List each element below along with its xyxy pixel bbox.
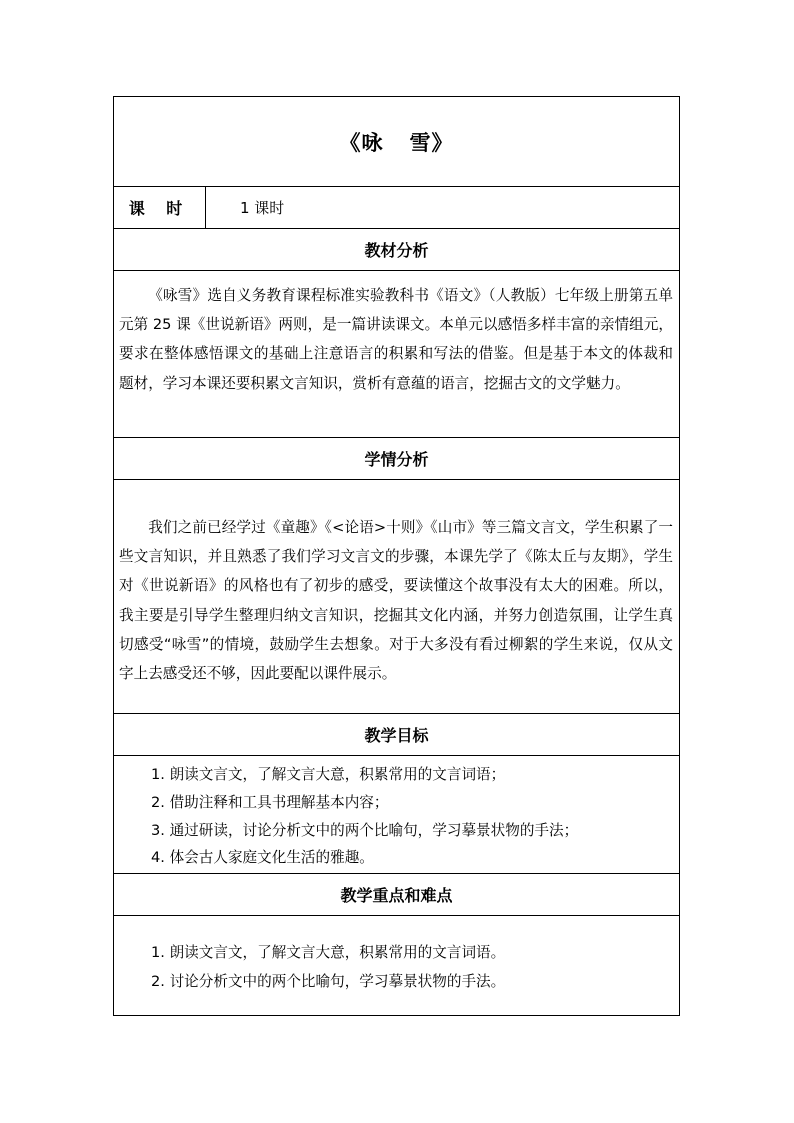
- key-points-heading: 教学重点和难点: [114, 873, 679, 915]
- goal-item: 1. 朗读文言文，了解文言大意，积累常用的文言词语；: [151, 766, 506, 783]
- period-label: 课 时: [114, 187, 206, 228]
- material-analysis-text: 《咏雪》选自义务教育课程标准实验教科书《语文》（人教版）七年级上册第五单元第 25 课《世说新语》两则，是一篇讲读课文。本单元以感悟多样丰富的亲情组元，要求在整体感悟课文的基础上注意语言的积累和写法的借鉴。但是基于本文的体裁和题材，学习本课还要积累文言知识，赏析有意蕴的语言，挖掘古文的文学魅力。: [119, 287, 673, 392]
- learner-analysis-heading: 学情分析: [114, 437, 679, 479]
- teaching-goals-heading: 教学目标: [114, 713, 679, 755]
- teaching-goals-cell: [114, 755, 679, 873]
- lesson-title-left: 《咏: [339, 130, 384, 155]
- lesson-plan-table: [113, 96, 680, 1016]
- material-analysis-heading: 教材分析: [114, 228, 679, 270]
- learner-analysis-text: 我们之前已经学过《童趣》《<论语>十则》《山市》等三篇文言文，学生积累了一些文言知识，并且熟悉了我们学习文言文的步骤，本课先学了《陈太丘与友期》，学生对《世说新语》的风格也有了初步的感受，要读懂这个故事没有太大的困难。所以，我主要是引导学生整理归纳文言知识，挖掘其文化内涵，并努力创造氛围，让学生真切感受“咏雪”的情境，鼓励学生去想象。对于大多没有看过柳絮的学生来说，仅从文字上去感受还不够，因此要配以课件展示。: [119, 519, 673, 683]
- goal-item: 4. 体会古人家庭文化生活的雅趣。: [151, 849, 374, 867]
- period-row: [114, 186, 679, 228]
- key-points-cell: [114, 915, 679, 1015]
- goal-item: 3. 通过研读，讨论分析文中的两个比喻句，学习摹景状物的手法；: [151, 821, 579, 839]
- material-analysis-cell: [114, 270, 679, 437]
- learner-analysis-cell: [114, 479, 679, 713]
- key-point-item: 1. 朗读文言文，了解文言大意，积累常用的文言词语。: [151, 944, 506, 961]
- lesson-title-right: 雪》: [409, 130, 454, 155]
- title-row: [114, 97, 679, 186]
- key-point-item: 2. 讨论分析文中的两个比喻句，学习摹景状物的手法。: [151, 973, 506, 990]
- lesson-title: [340, 127, 454, 157]
- period-value: 1 课时: [240, 199, 285, 217]
- goal-item: 2. 借助注释和工具书理解基本内容；: [151, 793, 389, 811]
